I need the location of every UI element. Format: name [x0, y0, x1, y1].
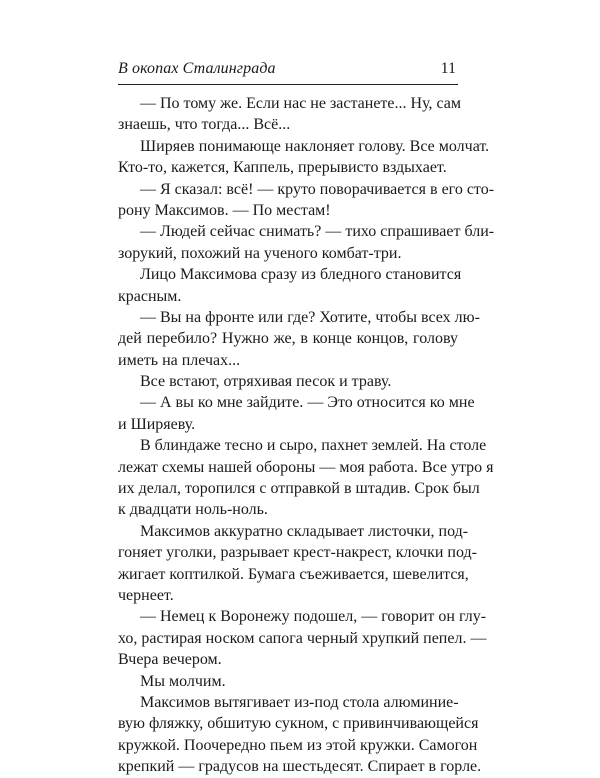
text-line: — Я сказал: всё! — круто поворачивается в его сто- [140, 180, 495, 198]
text-line: Все встают, отряхивая песок и траву. [140, 373, 392, 391]
text-line: их делал, торопился с отправкой в штадив. Срок был [118, 480, 480, 498]
paragraph [118, 671, 458, 692]
paragraph [118, 136, 490, 179]
text-line: и Ширяеву. [118, 415, 196, 433]
paragraph [118, 93, 461, 136]
text-line: дей перебило? Нужно же, в конце концов, голову [118, 330, 458, 348]
text-line: — Людей сейчас снимать? — тихо спрашивает бли- [140, 223, 495, 241]
body-text [118, 93, 495, 778]
text-line: вую фляжку, обшитую сукном, с привинчивающейся [118, 715, 479, 733]
text-line: красным. [118, 287, 182, 305]
text-line: Ширяев понимающе наклоняет голову. Все молчат. [140, 137, 490, 155]
text-line: к двадцати ноль-ноль. [118, 501, 268, 519]
paragraph [118, 221, 495, 264]
text-line: В блиндаже тесно и сыро, пахнет землей. На столе [140, 437, 487, 455]
text-line: Максимов аккуратно складывает листочки, под- [140, 522, 469, 540]
text-line: жигает коптилкой. Бумага съеживается, шевелится, [118, 565, 469, 583]
header-title: В окопах Сталинграда [118, 60, 276, 77]
page-number: 11 [440, 60, 456, 77]
running-header [118, 58, 458, 85]
text-line: зорукий, похожий на ученого комбат-три. [118, 244, 402, 262]
paragraph [118, 606, 487, 670]
text-line: — А вы ко мне зайдите. — Это относится ко мне [140, 394, 475, 412]
text-line: чернеет. [118, 586, 174, 604]
text-line: Мы молчим. [140, 672, 226, 690]
text-line: крепкий — градусов на шестьдесят. Спирает в горле. [118, 758, 482, 776]
text-line: иметь на плечах... [118, 351, 241, 369]
text-line: знаешь, что тогда... Всё... [118, 116, 291, 134]
text-line: хо, растирая носком сапога черный хрупкий пепел. — [118, 629, 487, 647]
text-line: Максимов вытягивает из-под стола алюминие- [140, 693, 459, 711]
text-line: кружкой. Поочередно пьем из этой кружки. Самогон [118, 736, 478, 754]
text-line: Лицо Максимова сразу из бледного становится [140, 266, 462, 284]
paragraph [118, 692, 482, 778]
text-line: Вчера вечером. [118, 651, 222, 669]
text-line: — Немец к Воронежу подошел, — говорит он глу- [140, 608, 487, 626]
paragraph [118, 264, 462, 307]
text-line: лежат схемы нашей обороны — моя работа. Все утро я [118, 458, 494, 476]
text-line: гоняет уголки, разрывает крест-накрест, клочки под- [118, 544, 477, 562]
paragraph [118, 521, 477, 607]
text-line: — По тому же. Если нас не застанете... Ну, сам [140, 95, 461, 112]
paragraph [118, 307, 480, 371]
text-line: — Вы на фронте или где? Хотите, чтобы всех лю- [140, 308, 480, 326]
paragraph [118, 371, 458, 392]
paragraph [118, 392, 475, 435]
text-line: рону Максимов. — По местам! [118, 201, 331, 219]
text-line: Кто-то, кажется, Каппель, прерывисто вздыхает. [118, 159, 447, 177]
paragraph [118, 179, 495, 222]
paragraph [118, 435, 494, 521]
